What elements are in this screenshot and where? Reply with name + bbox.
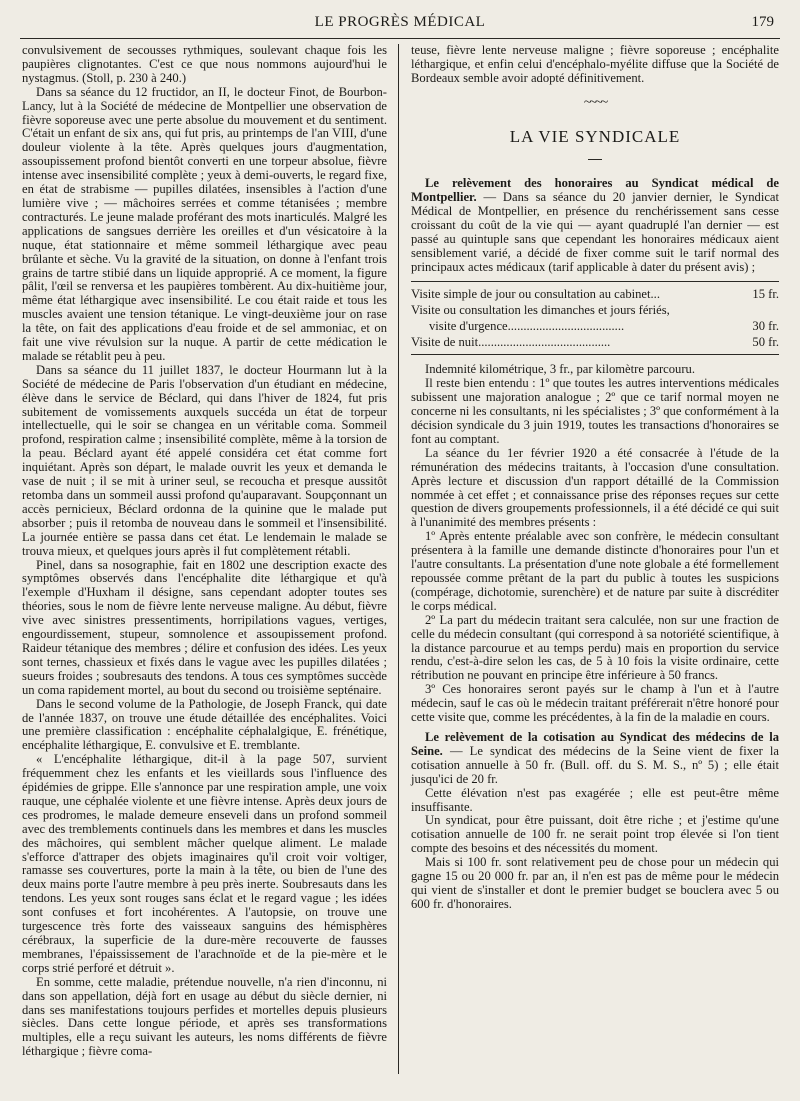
paragraph: convulsivement de secousses rythmiques, soulevant chaque fois les paupières clignotantes. C'est ce que nous nommons aujourd'hui le nystagmus. (Stoll, p. 230 à 240.) <box>22 43 387 85</box>
fee-row <box>411 303 779 319</box>
fee-item: Visite de nuit.......................................... <box>411 334 611 349</box>
paragraph: Indemnité kilométrique, 3 fr., par kilomètre parcouru. <box>425 362 695 377</box>
fee-item: Visite ou consultation les dimanches et jours fériés, <box>411 302 670 317</box>
paragraph: Mais si 100 fr. sont relativement peu de chose pour un médecin qui gagne 15 ou 20 000 fr. par an, il n'en est pas de même pour le médecin qui vient de s'installer et dont le premier budget se bouclera avec 5 ou 600 fr. d'honoraires. <box>411 855 779 911</box>
journal-title: LE PROGRÈS MÉDICAL <box>314 14 486 30</box>
paragraph: Un syndicat, pour être puissant, doit être riche ; et j'estime qu'une cotisation annuelle de 100 fr. ne serait point trop élevée si l'on tient compte des besoins et des nécessités du moment. <box>411 813 779 856</box>
fee-row <box>411 281 779 302</box>
fee-price <box>729 303 779 319</box>
article-lead-text: — Dans sa séance du 20 janvier dernier, le Syndicat Médical de Montpellier, en présence du renchérissement sans cesse croissant du coût de la vie qui — ayant quadruplé l'an dernier — est passé au quintuple sans que cependant les honoraires médicaux aient sensiblement varié, a décidé de fixer comme suit le tarif normal des principaux actes médicaux (tarif applicable à dater du présent avis) ; <box>411 190 779 274</box>
article-heading: Le relèvement des honoraires au Syndicat médical de Montpellier. <box>411 176 779 205</box>
article-montpellier-lead <box>411 177 779 274</box>
ornamental-separator: ~~~~ <box>583 94 607 110</box>
fee-price: 15 fr. <box>752 286 779 301</box>
fee-table <box>411 281 779 356</box>
paragraph: Dans le second volume de la Pathologie, de Joseph Franck, qui date de l'année 1837, on trouve une étude détaillée des encéphalites. Voici une première classification : encéphalite céphalalgique, E. frénétique, encéphalite léthargique, E. convulsive et E. tremblante. <box>22 696 387 753</box>
article-seine-body <box>411 787 779 912</box>
column-divider <box>398 44 399 1074</box>
continued-paragraph: teuse, fièvre lente nerveuse maligne ; fièvre soporeuse ; encéphalite léthargique, et enfin celui d'encéphalo-myélite diffuse que la Société de Bordeaux semble avoir adopté définitivement. <box>411 43 779 85</box>
fee-item: visite d'urgence..................................... <box>429 318 625 333</box>
paragraph: Dans sa séance du 11 juillet 1837, le docteur Hourmann lut à la Société de médecine de Paris l'observation d'un étudiant en médecine, élève dans le service de Béclard, qui dans l'hiver de 1824, fut pris subitement de vomissements auxquels succéda un état de torpeur intellectuelle, qui le soir se changea en un véritable coma. Sommeil profond, respiration calme ; insensibilité complète, même à la torsion de la peau. Béclard ayant été appelé considéra cet état comme fort inquiétant. Après son départ, le malade ouvrit les yeux et demanda le vase de nuit ; il se mit à uriner seul, se recoucha et presque aussitôt retomba dans un sommeil aussi profond qu'auparavant. Soupçonnant un accès pernicieux, Béclard ordonna de la quinine que le malade put absorber ; puis il retomba de nouveau dans le sommeil et l'insensibilité. La journée entière se passa dans cet état. Le lendemain le malade se trouva mieux, et quelques jours après il fut complètement rétabli. <box>22 362 387 558</box>
paragraph: « L'encéphalite léthargique, dit-il à la page 507, survient fréquemment chez les enfants et les vieillards sous l'influence des épidémies de grippe. Elle s'annonce par une respiration ample, une voix rauque, une céphalée violente et une fièvre intense. Après deux jours de ces prodromes, le malade demeure enseveli dans un profond sommeil avec des tremblements continuels dans les membres et dans les muscles des mâchoires, qui semblent mâcher quelque aliment. Le malade s'efforce d'attraper des objets imaginaires qu'il croit voir voltiger, ramasse ses couvertures, porte la main à la tête, ou bien de l'une des deux mains porte l'autre membre à peu près inerte. Soubresauts dans les tendons. Les yeux sont rouges sans éclat et le regard vague ; les idées sont confuses et fort incohérentes. A l'autopsie, on trouve une turgescence très forte des vaisseaux sanguins des hémisphères cérébraux, la superficie de la dure-mère recouverte de fausses membranes, l'épaississement de l'arachnoïde et de la pie-mère et le corps strié perforé et détruit ». <box>22 752 387 975</box>
paragraph: 2º La part du médecin traitant sera calculée, non sur une fraction de celle du médecin consultant (qui correspond à sa notoriété scientifique, à la distance parcourue et au temps perdu) mais en proportion du service rendu, c'est-à-dire selon les cas, de 5 à 10 fois la visite ordinaire, cette rétribution ne pouvant en principe être inférieure à 50 francs. <box>411 612 779 683</box>
page-header <box>22 14 778 36</box>
paragraph: En somme, cette maladie, prétendue nouvelle, n'a rien d'inconnu, ni dans son appellation, déjà fort en usage au début du siècle dernier, ni dans ses manifestations toujours perfides et mortelles depuis plusieurs siècles. Dans cette longue période, et après ses transformations multiples, elle a reçu suivant les auteurs, les noms différents de fièvre léthargique ; fièvre coma- <box>22 974 387 1059</box>
paragraph: 3º Ces honoraires seront payés sur le champ à l'un et à l'autre médecin, sauf le cas où le médecin traitant préférerait n'être honoré pour cette visite que, comme les précédentes, à la fin de la maladie en cours. <box>411 682 779 725</box>
paragraph: Pinel, dans sa nosographie, fait en 1802 une description exacte des symptômes observés dans l'encéphalite dite léthargique et qu'à l'exemple d'Huxham il désigne, sans cependant adopter toutes ses théories, sous le nom de fièvre lente nerveuse maligne. Au début, fièvre vive avec sinistres pressentiments, horripilations vagues, vertiges, engourdissement, stupeur, somnolence et assoupissement profond. Raideur tétanique des membres ; délire et confusion des idées. Les yeux sont ternes, chassieux et fixés dans le vague avec les pupilles dilatées ; sueurs froides ; soubresauts des tendons. A tous ces symptômes succède un coma rapidement mortel, au bout du second ou troisième septénaire. <box>22 557 387 697</box>
section-title: LA VIE SYNDICALE <box>509 126 681 146</box>
fee-row <box>411 335 779 355</box>
page-number: 179 <box>751 14 774 30</box>
paragraph: 1º Après entente préalable avec son confrère, le médecin consultant présentera à la famille une demande distincte d'honoraires pour l'un et l'autre consultants. La présentation d'une note globale a été formellement repoussée comme prêtant de la part du public à toutes les suspicions (compérage, dichotomie, surenchère) et de nature par suite à discréditer le corps médical. <box>411 529 779 613</box>
article-heading: Le relèvement de la cotisation au Syndicat des médecins de la Seine. <box>411 729 779 758</box>
left-column <box>22 44 387 1059</box>
article-seine-lead <box>411 731 779 787</box>
paragraph: La séance du 1er février 1920 a été consacrée à l'étude de la rémunération des médecins traitants, à l'occasion d'une consultation. Après lecture et discussion d'un rapport détaillé de la Commission nommée à cet effet ; et connaissance prise des réponses reçues sur cette question de divers groupements professionnels, il a été décidé ce qui suit à l'unanimité des membres présents : <box>411 445 779 530</box>
paragraph: Cette élévation n'est pas exagérée ; elle est peut-être même insuffisante. <box>411 785 779 814</box>
right-column <box>411 44 779 912</box>
paragraph: Dans sa séance du 12 fructidor, an II, le docteur Finot, de Bourbon-Lancy, lut à la Société de médecine de Montpellier une observation de fièvre soporeuse avec une perte absolue du mouvement et du sentiment. C'était un enfant de six ans, qui fut pris, au printemps de l'an VIII, d'une douleur violente à la tête. Après quelques jours d'augmentation, assoupissement profond bientôt converti en une torpeur absolue, fièvre intense avec insensibilité complète ; yeux à demi-ouverts, le regard fixe, en état de strabisme — pupilles dilatées, insensibles à l'action d'une lumière vive ; — mâchoires serrées et comme tétanisées ; membre contracturés. Le jeune malade proférant des mots inarticulés. Malgré les applications de sangsues derrière les oreilles et d'un vésicatoire à la nuque, état stationnaire et même sommeil léthargique avec peau brûlante et sèche. Vu la gravité de la situation, on donne à l'enfant trois grains de tartre stibié dans un liquide approprié. A ce moment, la figure pâlit, l'œil se renversa et les paupières tombèrent. Au dix-huitième jour, même état léthargique avec insensibilité. Le cou était raide et tous les muscles avaient une tension tétanique. Le vingt-deuxième jour on rase la tête, on fait des applications d'eau froide et de sel ammoniac, et on fait une vive révulsion sur la nuque. A partir de cette médication le malade se rétablit peu à peu. <box>22 84 387 363</box>
fee-row <box>411 319 779 335</box>
paragraph: Il reste bien entendu : 1º que toutes les autres interventions médicales subissent une majoration analogue ; 2º que ce tarif normal moyen ne concerne ni les consultants, ni les spécialistes ; 3º que conformément à la décision syndicale du 3 juin 1919, toutes les transactions d'honoraires se font au comptant. <box>411 376 779 446</box>
section-dash <box>411 150 779 164</box>
header-rule <box>20 38 780 39</box>
fee-item: Visite simple de jour ou consultation au cabinet... <box>411 286 660 301</box>
fee-price: 30 fr. <box>752 318 779 333</box>
article-lead-text: — Le syndicat des médecins de la Seine vient de fixer la cotisation annuelle à 50 fr. (Bull. off. du S. M. S., nº 5) ; elle était jusqu'ici de 20 fr. <box>411 743 779 786</box>
article-montpellier-body <box>411 363 779 725</box>
fee-price: 50 fr. <box>752 334 779 349</box>
